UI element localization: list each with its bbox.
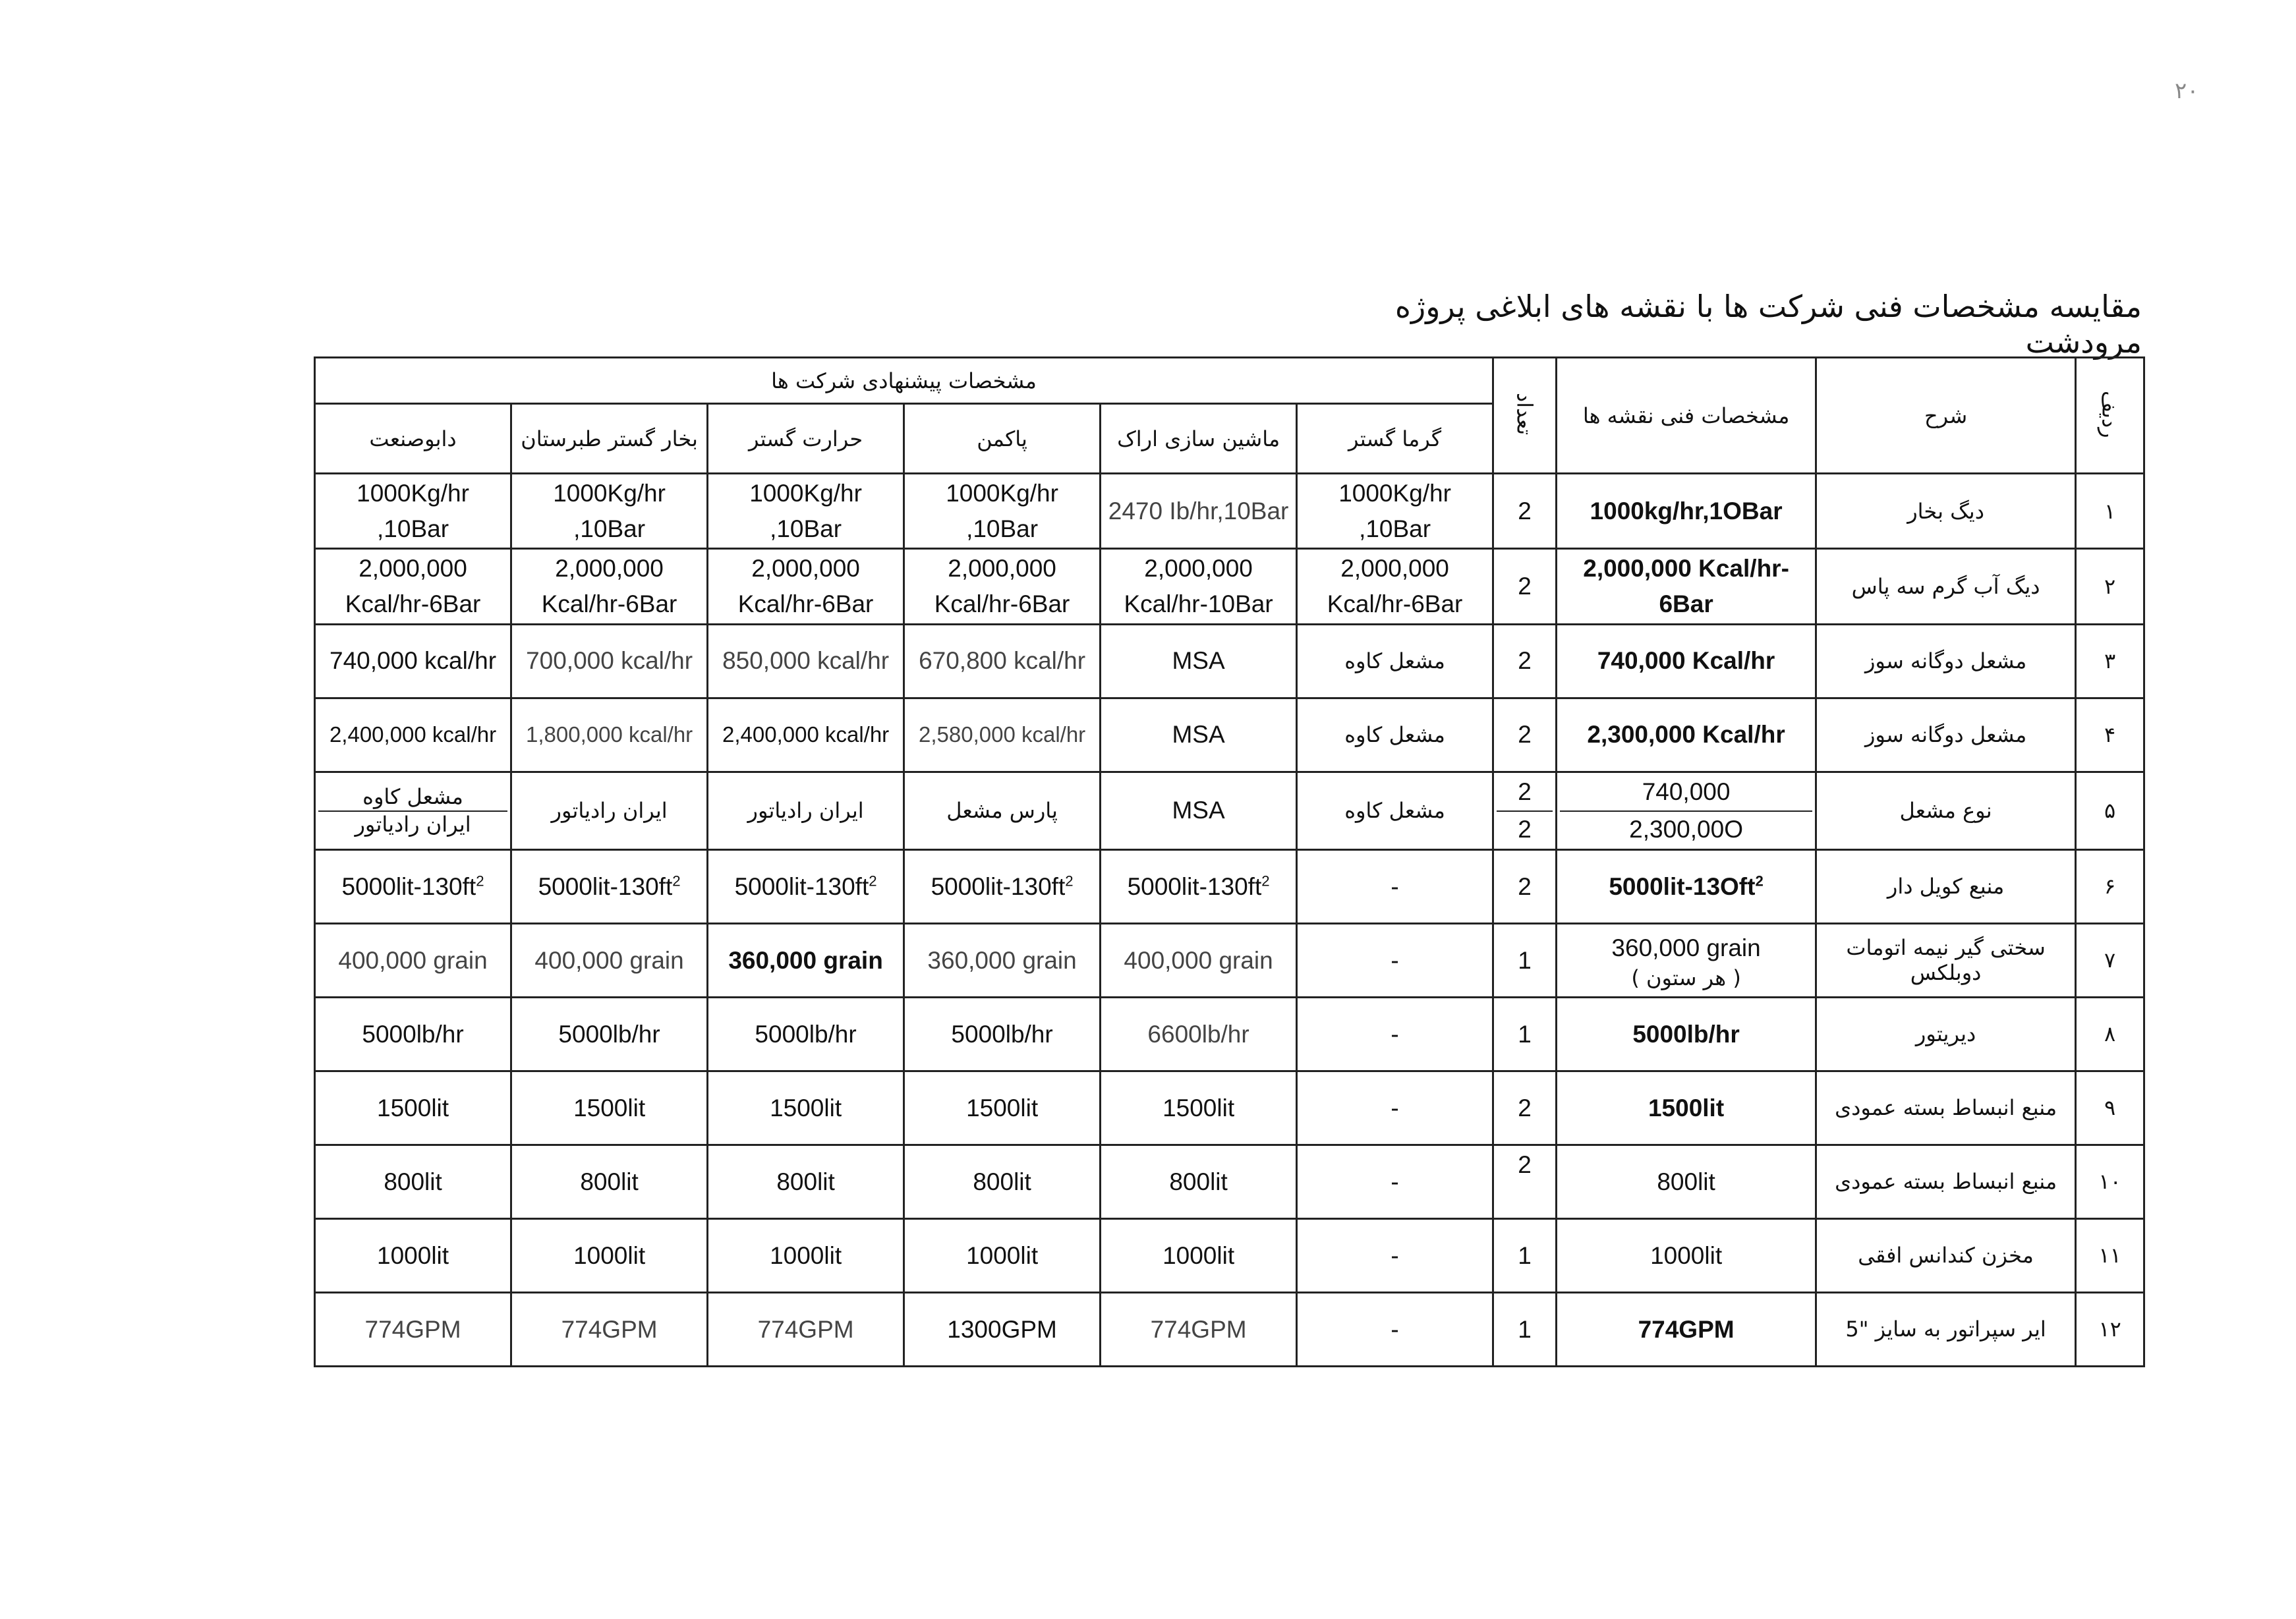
table-row — [315, 698, 2144, 772]
table-cell: 1000lit — [708, 1218, 904, 1292]
table-cell: 1000Kg/hr ,10Bar — [315, 474, 511, 549]
comparison-table — [314, 356, 2145, 1367]
table-cell: 740,000 kcal/hr — [315, 624, 511, 698]
row-description: ایر سپراتور به سایز "5 — [1816, 1292, 2076, 1366]
row-quantity: 2 — [1493, 1071, 1557, 1145]
table-cell: 1,800,000 kcal/hr — [511, 698, 708, 772]
table-cell: ایران رادیاتور — [708, 772, 904, 849]
table-cell — [315, 772, 511, 849]
table-cell: 1000Kg/hr ,10Bar — [511, 474, 708, 549]
row-description: دیریتور — [1816, 997, 2076, 1071]
table-cell: 5000lb/hr — [511, 997, 708, 1071]
row-number: ۱ — [2076, 474, 2144, 549]
table-row — [315, 849, 2144, 923]
table-cell: 1500lit — [904, 1071, 1101, 1145]
table-cell: - — [1297, 923, 1493, 997]
table-cell: 2,000,000 Kcal/hr-6Bar — [511, 549, 708, 624]
row-description: منبع انبساط بسته عمودی — [1816, 1145, 2076, 1218]
qty-top: 2 — [1497, 774, 1553, 812]
row-description: دیگ آب گرم سه پاس — [1816, 549, 2076, 624]
table-cell: 670,800 kcal/hr — [904, 624, 1101, 698]
table-cell: 1000Kg/hr ,10Bar — [904, 474, 1101, 549]
table-cell: 700,000 kcal/hr — [511, 624, 708, 698]
table-cell: 1000lit — [315, 1218, 511, 1292]
row-number: ۱۰ — [2076, 1145, 2144, 1218]
table-cell: 1000lit — [904, 1218, 1101, 1292]
row-quantity: 2 — [1493, 698, 1557, 772]
table-row — [315, 923, 2144, 997]
row-map-spec: 1500lit — [1557, 1071, 1816, 1145]
table-row — [315, 772, 2144, 849]
table-cell: مشعل کاوه — [1297, 624, 1493, 698]
table-cell: 1300GPM — [904, 1292, 1101, 1366]
table-row — [315, 549, 2144, 624]
table-cell: 800lit — [315, 1145, 511, 1218]
table-cell: - — [1297, 1071, 1493, 1145]
table-cell: 774GPM — [1101, 1292, 1297, 1366]
table-cell: - — [1297, 849, 1493, 923]
table-cell: پارس مشعل — [904, 772, 1101, 849]
row-number: ۲ — [2076, 549, 2144, 624]
table-row — [315, 1218, 2144, 1292]
table-cell: 2,400,000 kcal/hr — [315, 698, 511, 772]
corner-page-mark: ۲۰ — [2175, 78, 2199, 104]
spec-bottom: 2,300,00O — [1629, 816, 1743, 843]
table-cell: - — [1297, 1145, 1493, 1218]
row-number: ۱۱ — [2076, 1218, 2144, 1292]
table-row — [315, 1071, 2144, 1145]
row-quantity: 2 — [1493, 624, 1557, 698]
table-cell: 1500lit — [1101, 1071, 1297, 1145]
header-quantity: تعداد — [1493, 358, 1557, 474]
row-map-spec: 2,300,000 Kcal/hr — [1557, 698, 1816, 772]
table-cell: $5000lit-130ft^2$ — [708, 849, 904, 923]
table-cell: 1000Kg/hr ,10Bar — [708, 474, 904, 549]
table-cell: 800lit — [511, 1145, 708, 1218]
table-cell: $5000lit-130ft^2$ — [511, 849, 708, 923]
table-cell: MSA — [1101, 698, 1297, 772]
header-map-spec: مشخصات فنی نقشه ها — [1557, 358, 1816, 474]
table-cell: - — [1297, 997, 1493, 1071]
table-cell: $5000lit-130ft^2$ — [1101, 849, 1297, 923]
table-cell: $5000lit-130ft^2$ — [315, 849, 511, 923]
table-row — [315, 474, 2144, 549]
row-description: سختی گیر نیمه اتومات دوبلکس — [1816, 923, 2076, 997]
table-cell: 400,000 grain — [511, 923, 708, 997]
table-cell: 5000lb/hr — [315, 997, 511, 1071]
header-row-number: ردیف — [2076, 358, 2144, 474]
cell-top: مشعل کاوه — [318, 784, 507, 812]
row-quantity: 1 — [1493, 1218, 1557, 1292]
row-number: ۳ — [2076, 624, 2144, 698]
row-description: دیگ بخار — [1816, 474, 2076, 549]
row-description: مخزن کندانس افقی — [1816, 1218, 2076, 1292]
table-row — [315, 997, 2144, 1071]
row-map-spec: 740,000 Kcal/hr — [1557, 624, 1816, 698]
header-company: ماشین سازی اراک — [1101, 404, 1297, 474]
row-number: ۱۲ — [2076, 1292, 2144, 1366]
table-cell: 2470 Ib/hr,10Bar — [1101, 474, 1297, 549]
table-cell: 1500lit — [708, 1071, 904, 1145]
table-cell: 5000lb/hr — [904, 997, 1101, 1071]
table-cell: 2,000,000 Kcal/hr-10Bar — [1101, 549, 1297, 624]
table-row — [315, 1292, 2144, 1366]
table-cell: 2,000,000 Kcal/hr-6Bar — [1297, 549, 1493, 624]
row-map-spec — [1557, 923, 1816, 997]
table-cell: 5000lb/hr — [708, 997, 904, 1071]
table-cell: مشعل کاوه — [1297, 772, 1493, 849]
page-title: مقایسه مشخصات فنی شرکت ها با نقشه های ابلاغی پروژه مرودشت — [1394, 289, 2142, 360]
table-row — [315, 624, 2144, 698]
row-map-spec: 1000kg/hr,1OBar — [1557, 474, 1816, 549]
row-quantity: 1 — [1493, 923, 1557, 997]
row-quantity: 1 — [1493, 1292, 1557, 1366]
row-number: ۴ — [2076, 698, 2144, 772]
table-cell: MSA — [1101, 624, 1297, 698]
header-company: پاکمن — [904, 404, 1101, 474]
table-cell: 2,400,000 kcal/hr — [708, 698, 904, 772]
row-description: منبع کویل دار — [1816, 849, 2076, 923]
table-cell: MSA — [1101, 772, 1297, 849]
table-cell: 360,000 grain — [904, 923, 1101, 997]
header-company: حرارت گستر — [708, 404, 904, 474]
table-cell: 400,000 grain — [315, 923, 511, 997]
row-quantity: 2 — [1493, 474, 1557, 549]
table-cell: 1000Kg/hr ,10Bar — [1297, 474, 1493, 549]
row-number: ۵ — [2076, 772, 2144, 849]
row-map-spec: 5000lb/hr — [1557, 997, 1816, 1071]
row-map-spec: 774GPM — [1557, 1292, 1816, 1366]
table-cell: 1500lit — [511, 1071, 708, 1145]
row-map-spec: 2,000,000 Kcal/hr-6Bar — [1557, 549, 1816, 624]
row-quantity: 2 — [1493, 849, 1557, 923]
table-cell: 1000lit — [1101, 1218, 1297, 1292]
table-cell: 1000lit — [511, 1218, 708, 1292]
table-cell: 774GPM — [315, 1292, 511, 1366]
table-cell: - — [1297, 1292, 1493, 1366]
table-cell: 800lit — [1101, 1145, 1297, 1218]
table-cell: 360,000 grain — [708, 923, 904, 997]
qty-bottom: 2 — [1518, 816, 1532, 843]
table-cell: ایران رادیاتور — [511, 772, 708, 849]
table-cell: 800lit — [708, 1145, 904, 1218]
row-number: ۹ — [2076, 1071, 2144, 1145]
row-description: مشعل دوگانه سوز — [1816, 698, 2076, 772]
cell-bottom: ایران رادیاتور — [355, 812, 471, 838]
table-cell: 850,000 kcal/hr — [708, 624, 904, 698]
table-cell: 2,000,000 Kcal/hr-6Bar — [904, 549, 1101, 624]
row-number: ۸ — [2076, 997, 2144, 1071]
table-row — [315, 1145, 2144, 1218]
table-cell: 2,000,000 Kcal/hr-6Bar — [315, 549, 511, 624]
header-proposed-specs: مشخصات پیشنهادی شرکت ها — [315, 358, 1493, 404]
table-cell: مشعل کاوه — [1297, 698, 1493, 772]
header-company: دابوصنعت — [315, 404, 511, 474]
table-cell: 774GPM — [511, 1292, 708, 1366]
header-company: گرما گستر — [1297, 404, 1493, 474]
row-description: مشعل دوگانه سوز — [1816, 624, 2076, 698]
row-map-spec: 5000lit-13Oft$^2$ — [1557, 849, 1816, 923]
row-number: ۶ — [2076, 849, 2144, 923]
row-quantity: 2 — [1493, 1145, 1557, 1218]
table-cell: 2,000,000 Kcal/hr-6Bar — [708, 549, 904, 624]
row-quantity — [1493, 772, 1557, 849]
table-cell: 1500lit — [315, 1071, 511, 1145]
row-quantity: 1 — [1493, 997, 1557, 1071]
row-map-spec: 800lit — [1557, 1145, 1816, 1218]
table-cell: 400,000 grain — [1101, 923, 1297, 997]
table-cell: 774GPM — [708, 1292, 904, 1366]
header-company: بخار گستر طبرستان — [511, 404, 708, 474]
row-map-spec: 1000lit — [1557, 1218, 1816, 1292]
spec-top: 740,000 — [1560, 774, 1812, 812]
table-cell: 800lit — [904, 1145, 1101, 1218]
row-description: منبع انبساط بسته عمودی — [1816, 1071, 2076, 1145]
table-cell: 2,580,000 kcal/hr — [904, 698, 1101, 772]
row-number: ۷ — [2076, 923, 2144, 997]
table-cell: 6600lb/hr — [1101, 997, 1297, 1071]
row-description: نوع مشعل — [1816, 772, 2076, 849]
row-quantity: 2 — [1493, 549, 1557, 624]
spec-value: 360,000 grain — [1611, 934, 1761, 961]
table-cell: $5000lit-130ft^2$ — [904, 849, 1101, 923]
table-cell: - — [1297, 1218, 1493, 1292]
spec-note: ( هر ستون ) — [1631, 965, 1741, 991]
header-description: شرح — [1816, 358, 2076, 474]
row-map-spec — [1557, 772, 1816, 849]
